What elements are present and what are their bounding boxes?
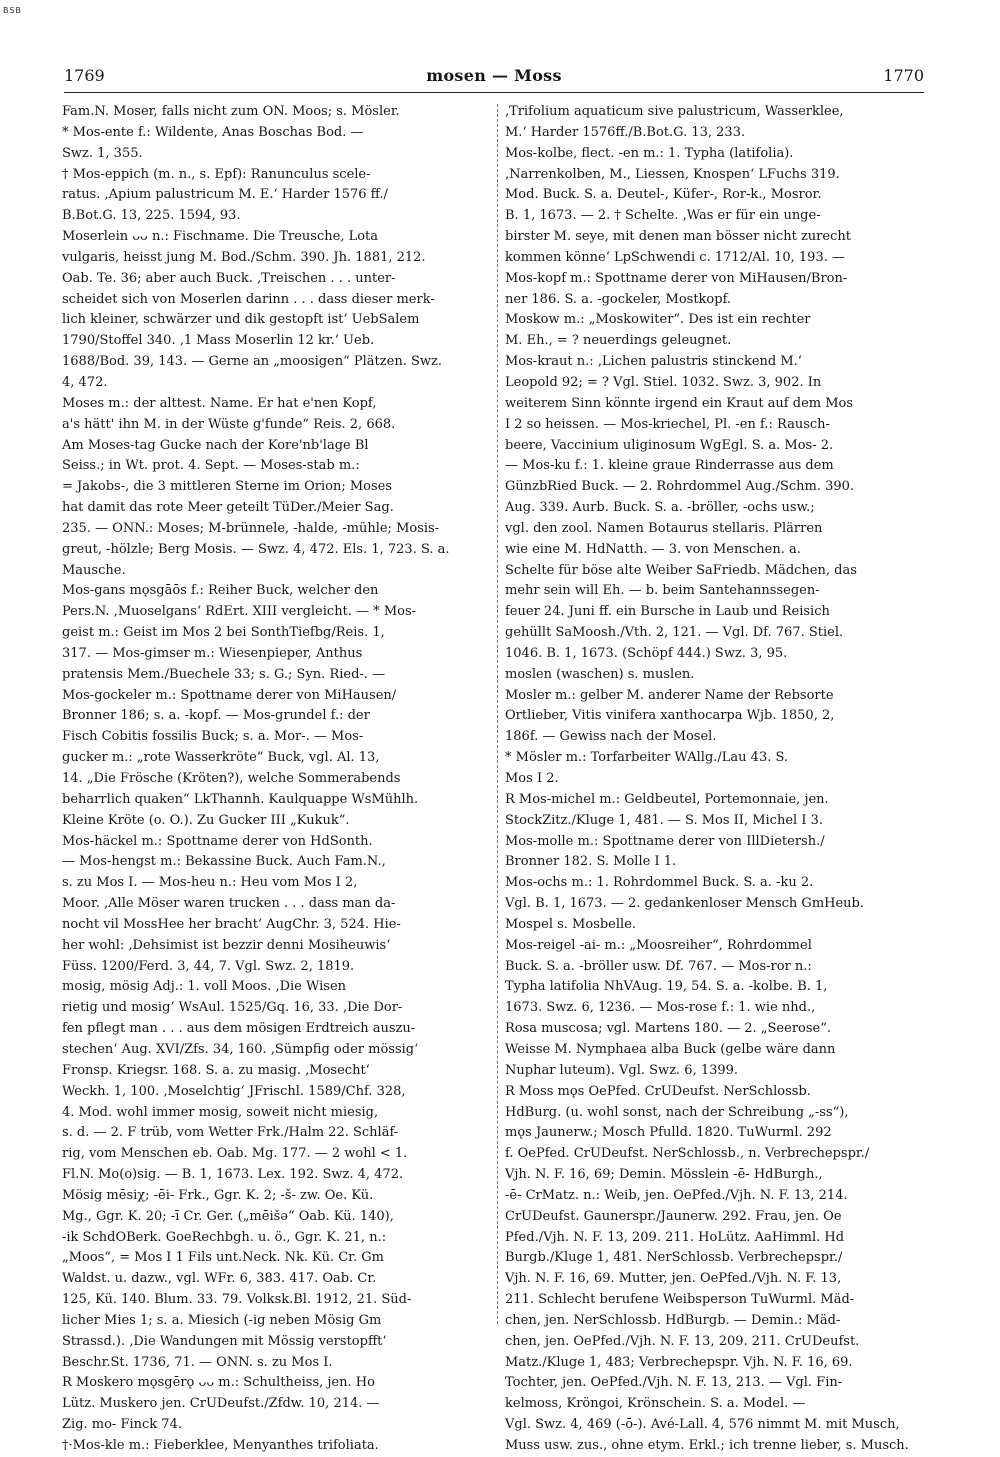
text-line: 235. — ONN.: Moses; M-brünnele, -halde, -mühle; Mosis- [62,520,440,536]
page-header [64,60,924,90]
text-line: Mos-kraut n.: ‚Lichen palustris stinckend M.‘ [505,354,802,370]
text-line: Mospel s. Mosbelle. [505,916,637,932]
text-line: gehüllt SaMoosh./Vth. 2, 121. — Vgl. Df. 767. Stiel. [505,625,844,641]
text-line: -ē- CrMatz. n.: Weib, jen. OePfed./Vjh. N. F. 13, 214. [505,1187,848,1203]
text-line: Bronner 186; s. a. -kopf. — Mos-grundel f.: der [62,708,370,724]
text-line: † Mos-eppich (m. n., s. Epf): Ranunculus scele- [62,166,371,182]
text-line: birster M. seye, mit denen man bösser nicht zurecht [505,229,851,245]
text-line: Moor. ‚Alle Möser waren trucken . . . dass man da- [62,896,396,912]
text-line: Mos-ochs m.: 1. Rohrdommel Buck. S. a. -ku 2. [505,875,814,891]
text-line: moslen (waschen) s. muslen. [505,666,695,682]
text-line: beharrlich quaken“ LkThannh. Kaulquappe WsMühlh. [62,791,419,807]
text-line: Zig. mo- Finck 74. [62,1417,182,1433]
text-line: stechen‘ Aug. XVI/Zfs. 34, 160. ‚Sümpfig oder mössig‘ [62,1041,419,1057]
text-line: ratus. ‚Apium palustricum M. E.‘ Harder 1576 ff./ [62,187,388,203]
text-line: R Moskero mǫsgērǫ ᴗᴗ m.: Schultheiss, jen. Ho [62,1375,375,1391]
running-title: mosen — Moss [426,66,562,85]
text-line: — Mos-hengst m.: Bekassine Buck. Auch Fam.N., [62,854,386,870]
text-line: Mösig mēsiχ; -ēi- Frk., Ggr. K. 2; -š- zw. Oe. Kü. [62,1187,374,1203]
text-line: Mg., Ggr. K. 20; -ī Cr. Ger. („mēišə“ Oab. Kü. 140), [62,1208,394,1224]
text-line: Moskow m.: „Moskowiter“. Des ist ein rechter [505,312,811,328]
text-line: s. zu Mos I. — Mos-heu n.: Heu vom Mos I 2, [62,875,358,891]
text-line: 211. Schlecht berufene Weibsperson TuWurml. Mäd- [505,1292,855,1308]
text-line: Muss usw. zus., ohne etym. Erkl.; ich trenne lieber, s. Musch. [505,1438,909,1453]
column-divider [497,104,498,1324]
text-line: ner 186. S. a. -gockeler, Mostkopf. [505,291,732,307]
text-line: 4. Mod. wohl immer mosig, soweit nicht miesig, [62,1104,379,1120]
text-line: Ortlieber, Vitis vinifera xanthocarpa Wjb. 1850, 2, [505,708,835,724]
text-line: rig, vom Menschen eb. Oab. Mg. 177. — 2 wohl < 1. [62,1146,408,1162]
text-line: Mos-häckel m.: Spottname derer von HdSonth. [62,833,373,849]
text-line: Lütz. Muskero jen. CrUDeufst./Zfdw. 10, 214. — [62,1396,380,1412]
text-line: mosig, mösig Adj.: 1. voll Moos. ‚Die Wisen [62,979,347,995]
text-line: Fam.N. Moser, falls nicht zum ON. Moos; s. Mösler. [62,104,400,119]
text-line: R Moss mǫs OePfed. CrUDeufst. NerSchlossb. [505,1083,811,1099]
text-line: kelmoss, Kröngoi, Krönschein. S. a. Model. — [505,1396,806,1412]
text-line: mǫs Jaunerw.; Mosch Pfulld. 1820. TuWurml. 292 [505,1125,832,1141]
text-line: — Mos-ku f.: 1. kleine graue Rinderrasse aus dem [505,458,834,474]
text-line: Buck. S. a. -bröller usw. Df. 767. — Mos-ror n.: [505,958,812,974]
text-line: Weisse M. Nymphaea alba Buck (gelbe wäre dann [505,1041,836,1057]
text-line: Weckh. 1, 100. ‚Moselchtig‘ JFrischl. 1589/Chf. 328, [62,1083,406,1099]
text-line: nocht vil MossHee her bracht‘ AugChr. 3, 524. Hie- [62,916,401,932]
text-line: 14. „Die Frösche (Kröten?), welche Sommerabends [62,771,401,786]
text-line: kommen könne‘ LpSchwendi c. 1712/Al. 10, 193. — [505,249,845,265]
text-line: 4, 472. [62,374,108,390]
text-line: Oab. Te. 36; aber auch Buck. ‚Treischen . . . unter- [62,270,396,286]
text-line: chen, jen. NerSchlossb. HdBurgb. — Demin.: Mäd- [505,1312,841,1328]
text-line: Mosler m.: gelber M. anderer Name der Rebsorte [505,687,834,703]
text-line: HdBurg. (u. wohl sonst, nach der Schreibung „-ss“), [505,1104,849,1120]
text-line: * Mösler m.: Torfarbeiter WAllg./Lau 43. S. [505,750,789,766]
text-line: greut, -hölzle; Berg Mosis. — Swz. 4, 472. Els. 1, 723. S. a. [62,541,450,557]
text-line: Burgb./Kluge 1, 481. NerSchlossb. Verbrechерspr./ [505,1250,843,1266]
text-line: Mausche. [62,562,126,578]
text-line: 1046. B. 1, 1673. (Schöpf 444.) Swz. 3, 95. [505,645,788,661]
text-line: „Moos“, = Mos I 1 Fils unt.Neck. Nk. Kü. Cr. Gm [62,1250,384,1266]
text-line: R Mos-michel m.: Geldbeutel, Portemonnaie, jen. [505,791,829,807]
text-line: mehr sein will Eh. — b. beim Santehannssegen- [505,583,820,599]
text-line: = Jakobs-, die 3 mittleren Sterne im Orion; Moses [62,479,393,495]
text-line: Nuphar luteum). Vgl. Swz. 6, 1399. [505,1062,739,1078]
text-line: Kleine Kröte (o. O.). Zu Gucker III „Kukuk“. [62,812,350,828]
text-line: Tochter, jen. OePfed./Vjh. N. F. 13, 213. — Vgl. Fin- [505,1375,843,1391]
text-line: geist m.: Geist im Mos 2 bei SonthTiefbg/Reis. 1, [62,625,385,641]
text-line: Schelte für böse alte Weiber SaFriedb. Mädchen, das [505,562,857,578]
text-line: CrUDeufst. Gaunerspr./Jaunerw. 292. Frau, jen. Oe [505,1208,842,1224]
page-number-left: 1769 [64,66,105,85]
text-line: weiterem Sinn könnte irgend ein Kraut auf dem Mos [505,395,854,411]
text-line: s. d. — 2. F trüb, vom Wetter Frk./Halm 22. Schläf- [62,1125,399,1141]
text-line: vulgaris, heisst jung M. Bod./Schm. 390. Jh. 1881, 212. [62,249,426,265]
text-line: feuer 24. Juni ff. ein Bursche in Laub und Reisich [505,604,830,620]
text-line: licher Mies 1; s. a. Miesich (-ig neben Mösig Gm [62,1312,382,1328]
text-line: -ik SchdOBerk. GoeRechbgh. u. ö., Ggr. K. 21, n.: [62,1229,387,1245]
text-line: Moserlein ᴗᴗ n.: Fischname. Die Treusche, Lota [62,229,379,245]
text-line: lich kleiner, schwärzer und dik gestopft ist‘ UebSalem [62,312,420,328]
right-column [505,102,939,1457]
text-line: beere, Vaccinium uliginosum WgEgl. S. a. Mos- 2. [505,437,834,453]
text-line: vgl. den zool. Namen Botaurus stellaris. Plärren [505,520,823,536]
text-line: Swz. 1, 355. [62,145,143,161]
text-line: Bronner 182. S. Molle I 1. [505,854,677,870]
text-line: 317. — Mos-gimser m.: Wiesenpieper, Anthus [62,645,363,661]
text-line: B.Bot.G. 13, 225. 1594, 93. [62,208,241,224]
text-line: Rosa muscosa; vgl. Martens 180. — 2. „Seerose“. [505,1021,831,1037]
text-line: * Mos-ente f.: Wildente, Anas Boschas Bod. — [62,124,364,140]
text-line: StockZitz./Kluge 1, 481. — S. Mos II, Michel I 3. [505,812,823,828]
text-line: Fl.N. Mo(o)sig. — B. 1, 1673. Lex. 192. Swz. 4, 472. [62,1167,404,1183]
text-line: I 2 so heissen. — Mos-kriechel, Pl. -en f.: Rausch- [505,416,830,432]
text-line: Fisch Cobitis fossilis Buck; s. a. Mor-. — Mos- [62,729,364,745]
text-line: Füss. 1200/Ferd. 3, 44, 7. Vgl. Swz. 2, 1819. [62,958,355,974]
text-line: M. Eh., = ? neuerdings geleugnet. [505,333,732,349]
text-line: Mos-gockeler m.: Spottname derer von MiHausen/ [62,687,397,703]
library-stamp: BSB [3,6,22,15]
text-line: 186f. — Gewiss nach der Mosel. [505,729,717,745]
text-line: rietig und mosig‘ WsAul. 1525/Gq. 16, 33. ‚Die Dor- [62,1000,403,1016]
text-line: wie eine M. HdNatth. — 3. von Menschen. a. [505,541,801,557]
text-line: Aug. 339. Aurb. Buck. S. a. -bröller, -ochs usw.; [505,500,815,516]
text-line: Matz./Kluge 1, 483; Verbrechерspr. Vjh. N. F. 16, 69. [505,1354,853,1370]
text-line: Mos-kopf m.: Spottname derer von MiHausen/Bron- [505,270,848,286]
text-line: M.‘ Harder 1576ff./B.Bot.G. 13, 233. [505,124,746,140]
text-line: ‚Trifolium aquaticum sive palustricum, Wasserklee, [505,104,844,119]
text-line: B. 1, 1673. — 2. † Schelte. ‚Was er für ein unge- [505,208,821,224]
text-line: 125, Kü. 140. Blum. 33. 79. Volksk.Bl. 1912, 21. Süd- [62,1292,412,1308]
text-line: 1790/Stoffel 340. ‚1 Mass Moserlin 12 kr.‘ Ueb. [62,333,375,349]
text-line: fen pflegt man . . . aus dem mösigen Erdtreich auszu- [62,1021,416,1037]
text-line: Strassd.). ‚Die Wandungen mit Mössig verstopfft‘ [62,1333,387,1349]
text-line: Typha latifolia NhVAug. 19, 54. S. a. -kolbe. B. 1, [505,979,828,995]
text-line: Fronsp. Kriegsr. 168. S. a. zu masig. ‚Mosecht‘ [62,1062,370,1078]
text-line: Pfed./Vjh. N. F. 13, 209. 211. HoLütz. AaHimml. Hd [505,1229,845,1245]
text-line: Am Moses-tag Gucke nach der Kore'nb'lage Bl [62,437,369,453]
text-line: Mos-gans mǫsgāōs f.: Reiher Buck, welcher den [62,583,379,599]
text-line: Pers.N. ‚Muoselgans‘ RdErt. XIII vergleicht. — * Mos- [62,604,417,620]
text-line: 1673. Swz. 6, 1236. — Mos-rose f.: 1. wie nhd., [505,1000,816,1016]
text-line: GünzbRied Buck. — 2. Rohrdommel Aug./Schm. 390. [505,479,855,495]
text-line: Mos-kolbe, flect. -en m.: 1. Typha (latifolia). [505,145,794,161]
text-line: †·Mos-kle m.: Fieberklee, Menyanthes trifoliata. [62,1438,379,1453]
text-line: Moses m.: der alttest. Name. Er hat e'nen Kopf, [62,395,377,411]
text-line: scheidet sich von Moserlen darinn . . . dass dieser merk- [62,291,435,307]
text-line: Waldst. u. dazw., vgl. WFr. 6, 383. 417. Oab. Cr. [62,1271,377,1287]
text-line: Seiss.; in Wt. prot. 4. Sept. — Moses-stab m.: [62,458,360,474]
text-line: Mos-molle m.: Spottname derer von IllDietersh./ [505,833,825,849]
text-line: Leopold 92; = ? Vgl. Stiel. 1032. Swz. 3, 902. In [505,374,822,390]
text-line: ‚Narrenkolben, M., Liessen, Knospen‘ LFuchs 319. [505,166,840,182]
text-line: Mod. Buck. S. a. Deutel-, Küfer-, Ror-k., Mosror. [505,187,822,203]
text-line: pratensis Mem./Buechele 33; s. G.; Syn. Ried-. — [62,666,386,682]
text-line: Vgl. B. 1, 1673. — 2. gedankenloser Mensch GmHeub. [505,896,865,912]
text-line: Beschr.St. 1736, 71. — ONN. s. zu Mos I. [62,1354,333,1370]
text-line: Vjh. N. F. 16, 69; Demin. Mösslein -ē- HdBurgh., [505,1167,823,1183]
text-line: 1688/Bod. 39, 143. — Gerne an „moosigen“ Plätzen. Swz. [62,354,442,370]
text-line: Vgl. Swz. 4, 469 (-ō-). Avé-Lall. 4, 576 nimmt M. mit Musch, [505,1417,900,1433]
text-line: her wohl: ‚Dehsimist ist bezzir denni Mosiheuwis‘ [62,937,391,953]
page-number-right: 1770 [883,66,924,85]
left-column [62,102,496,1457]
text-line: f. OePfed. CrUDeufst. NerSchlossb., n. Verbrechерspr./ [505,1146,870,1162]
text-line: a's hätt' ihn M. in der Wüste g'funde“ Reis. 2, 668. [62,416,396,432]
text-line: gucker m.: „rote Wasserkröte“ Buck, vgl. Al. 13, [62,750,380,766]
text-line: hat damit das rote Meer geteilt TüDer./Meier Sag. [62,500,394,516]
text-line: chen, jen. OePfed./Vjh. N. F. 13, 209. 211. CrUDeufst. [505,1333,860,1349]
text-line: Vjh. N. F. 16, 69. Mutter, jen. OePfed./Vjh. N. F. 13, [505,1271,842,1287]
text-line: Mos I 2. [505,771,559,786]
header-rule [64,92,924,93]
text-line: Mos-reigel -ai- m.: „Moosreiher“, Rohrdommel [505,937,812,953]
